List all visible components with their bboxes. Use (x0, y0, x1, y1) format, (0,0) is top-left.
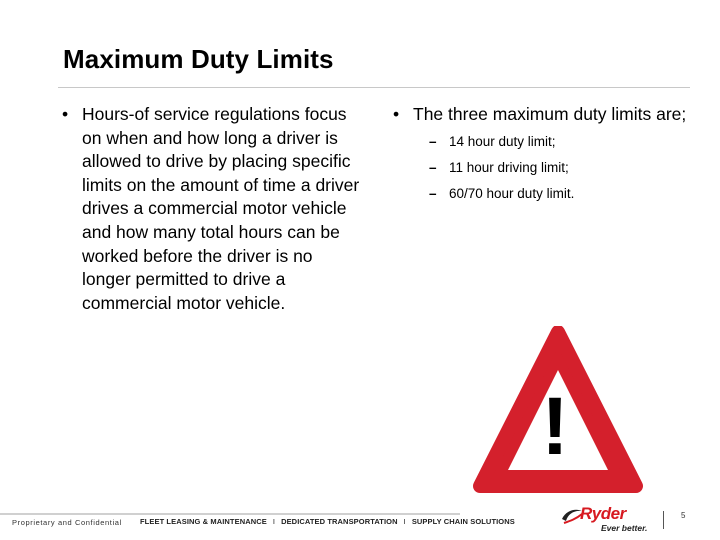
bullet-item (393, 103, 693, 127)
slide-title: Maximum Duty Limits (63, 44, 334, 74)
footer-divider (0, 513, 460, 515)
sub-bullet-item (429, 185, 693, 202)
left-column (62, 103, 362, 315)
exclamation-mark: ! (541, 381, 569, 472)
dash-marker: – (429, 133, 437, 149)
sub-bullet-text: 60/70 hour duty limit. (449, 185, 575, 201)
dash-marker: – (429, 159, 437, 175)
bullet-text: Hours-of service regulations focus on when and how long a driver is allowed to drive by placing specific limits on the amount of time a driver drives a commercial motor vehicle and how many total hours can be worked before the driver is no longer permitted to drive a commercial motor vehicle. (82, 104, 360, 313)
title-divider (58, 87, 690, 88)
sub-bullet-item (429, 159, 693, 176)
sub-bullet-text: 11 hour driving limit; (449, 159, 569, 175)
service-separator: I (272, 517, 276, 526)
service-label: SUPPLY CHAIN SOLUTIONS (411, 517, 515, 526)
logo-tagline: Ever better. (601, 523, 648, 533)
bullet-marker: • (62, 104, 69, 124)
sub-bullet-list (393, 133, 693, 202)
logo-wordmark: Ryder (580, 504, 626, 523)
page-number: 5 (681, 511, 686, 520)
bullet-item (62, 103, 362, 315)
service-separator: I (403, 517, 406, 526)
exclamation-warning-triangle-icon (468, 326, 668, 516)
footer-vertical-divider (663, 511, 664, 529)
service-label: FLEET LEASING & MAINTENANCE (140, 517, 267, 526)
sub-bullet-text: 14 hour duty limit; (449, 133, 556, 149)
service-label: DEDICATED TRANSPORTATION (281, 517, 398, 526)
services-strip (140, 517, 515, 526)
right-column (393, 103, 693, 211)
bullet-text: The three maximum duty limits are; (413, 104, 687, 124)
sub-bullet-item (429, 133, 693, 150)
confidential-notice: Proprietary and Confidential (12, 518, 122, 527)
bullet-marker: • (393, 104, 400, 124)
dash-marker: – (429, 185, 437, 201)
